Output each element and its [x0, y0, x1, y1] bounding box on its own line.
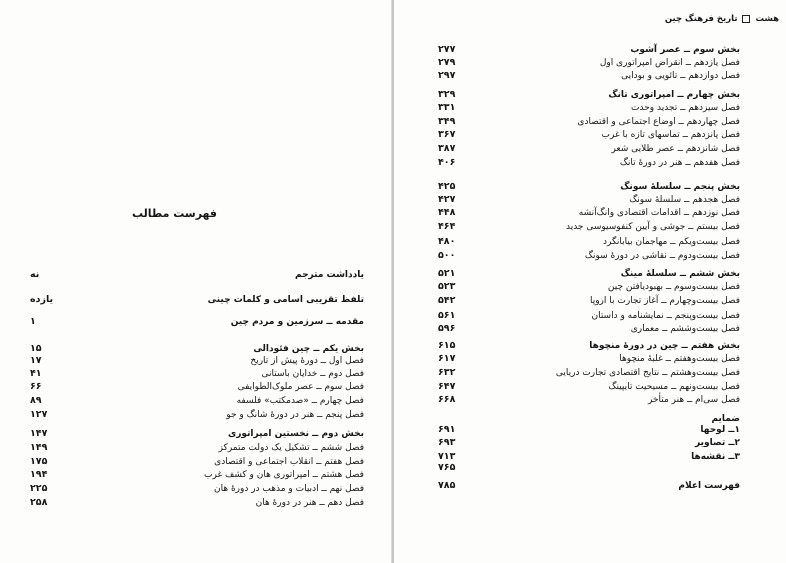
left-toc-row: [0, 395, 392, 407]
right-toc-row: [394, 394, 786, 406]
right-toc-entry-label: بخش چهارم ــ امپراتوری تانگ: [608, 90, 740, 100]
right-toc-page-number: ۳۸۷: [438, 143, 456, 154]
left-toc-page-number: نه: [30, 269, 40, 280]
right-toc-row: [394, 310, 786, 322]
right-toc-page-number: ۶۶۸: [438, 394, 456, 405]
header-page-label: هشت: [755, 14, 779, 24]
left-page: [0, 0, 392, 563]
right-toc-entry-label: فصل بیست‌وچهارم ــ آغاز تجارت با اروپا: [589, 296, 740, 306]
right-toc-entry-label: فصل بیست‌وششم ــ معماری: [630, 324, 740, 334]
right-toc-entry-label: فصل نوزدهم ــ اقدامات اقتصادی وانگ‌آنشه: [578, 208, 740, 218]
left-toc-page-number: ۱۹۴: [30, 469, 48, 480]
right-toc-entry-label: فصل بیست‌وهشتم ــ نتایج اقتصادی تجارت دریایی: [555, 368, 740, 378]
right-toc-entry-label: فصل شانزدهم ــ عصر طلایی شعر: [611, 144, 740, 154]
left-toc-page-number: ۱۴۹: [30, 442, 48, 453]
right-toc-page-number: ۷۸۵: [438, 480, 456, 491]
right-toc-row: [394, 102, 786, 114]
right-toc-row: [394, 295, 786, 307]
right-toc-entry-label: فصل سیزدهم ــ تجدید وحدت: [631, 103, 740, 113]
left-toc-page-number: ۱۴۷: [30, 428, 48, 439]
right-toc-page-number: ۳۴۹: [438, 116, 456, 127]
right-toc-entry-label: فصل بیست‌ودوم ــ نقاشی در دورهٔ سونگ: [584, 251, 740, 261]
right-toc-row: [394, 116, 786, 128]
right-toc-row: [394, 268, 786, 280]
left-toc-page-number: ۲۵۸: [30, 497, 48, 508]
right-toc-entry-label: فصل بیستم ــ جوشی و آیین کنفوسیوسی جدید: [565, 222, 740, 232]
right-toc-row: [394, 353, 786, 365]
left-toc-entry-label: فصل ششم ــ تشکیل یک دولت متمرکز: [218, 443, 364, 453]
right-toc-row: [394, 194, 786, 206]
right-toc-entry-label: فصل پانزدهم ــ تماسهای تازه با غرب: [601, 130, 740, 140]
right-toc-entry-label: ۳ــ نقشه‌ها: [691, 452, 740, 462]
left-toc-entry-label: بخش دوم ــ نخستین امپراتوری: [227, 429, 364, 439]
right-toc-entry-label: ۲ــ تصاویر: [695, 438, 740, 448]
right-toc-page-number: ۲۷۹: [438, 57, 456, 68]
right-toc-page-number: ۵۹۶: [438, 323, 456, 334]
right-toc-row: [394, 181, 786, 193]
right-toc-entry-label: بخش ششم ــ سلسلهٔ مینگ: [620, 269, 740, 279]
right-toc-entry-label: فصل دوازدهم ــ تائویی و بودایی: [621, 71, 740, 81]
left-toc-row: [0, 269, 392, 281]
right-toc-page-number: ۳۳۱: [438, 102, 456, 113]
right-toc-entry-label: فصل سی‌ام ــ هنر متأخر: [648, 395, 740, 405]
right-toc-page-number: ۶۴۷: [438, 381, 456, 392]
right-toc-entry-label: بخش پنجم ــ سلسلهٔ سونگ: [620, 182, 740, 192]
left-toc-entry-label: تلفظ تقریبی اسامی و کلمات چینی: [207, 295, 364, 305]
right-toc-row: [394, 480, 786, 492]
right-toc-row: [394, 250, 786, 262]
left-toc-entry-label: بخش یکم ــ چین فئودالی: [253, 344, 364, 354]
running-header: [665, 14, 779, 24]
right-toc-page-number: ۷۶۵: [438, 462, 456, 473]
left-toc-entry-label: یادداشت مترجم: [295, 270, 364, 280]
left-toc-page-number: ۱۷۵: [30, 456, 48, 467]
left-toc-page-number: ۴۱: [30, 368, 42, 379]
left-toc-row: [0, 442, 392, 454]
right-toc-entry-label: فصل بیست‌ونهم ــ مسیحیت تایپینگ: [608, 382, 740, 392]
right-toc-entry-label: فهرست اعلام: [678, 481, 740, 491]
header-book-title: تاریخ فرهنگ چین: [664, 14, 738, 24]
right-toc-entry-label: ضمایم: [711, 414, 740, 424]
left-toc-row: [0, 428, 392, 440]
left-toc-entry-label: فصل دوم ــ خدایان باستانی: [261, 369, 364, 379]
left-toc-page-number: ۱۵: [30, 343, 42, 354]
right-toc-row: [394, 323, 786, 335]
left-toc-page-number: ۱۷: [30, 355, 42, 366]
left-toc-entry-label: مقدمه ــ سرزمین و مردم چین: [230, 317, 364, 327]
left-toc-row: [0, 355, 392, 367]
left-toc-entry-label: فصل سوم ــ عصر ملوک‌الطوایفی: [237, 382, 364, 392]
left-toc-entry-label: فصل اول ــ دورهٔ پیش از تاریخ: [250, 356, 364, 366]
right-toc-row: [394, 143, 786, 155]
left-toc-page-number: ۱: [30, 316, 36, 327]
right-toc-row: [394, 44, 786, 56]
right-toc-row: [394, 424, 786, 436]
right-toc-page-number: ۶۳۲: [438, 367, 456, 378]
left-toc-row: [0, 381, 392, 393]
right-toc-page-number: ۶۱۵: [438, 340, 456, 351]
right-toc-entry-label: فصل بیست‌وپنجم ــ نمایشنامه و داستان: [591, 311, 740, 321]
right-toc-page-number: ۳۲۹: [438, 89, 456, 100]
right-toc-row: [394, 207, 786, 219]
left-toc-entry-label: فصل دهم ــ هنر در دورهٔ هان: [255, 498, 364, 508]
left-toc-row: [0, 368, 392, 380]
right-toc-page-number: ۵۰۰: [438, 250, 456, 261]
right-toc-page-number: ۵۲۳: [438, 281, 456, 292]
left-toc-entry-label: فصل نهم ــ ادبیات و مذهب در دورهٔ هان: [213, 484, 364, 494]
right-page: [394, 0, 786, 563]
right-toc-entry-label: بخش سوم ــ عصر آشوب: [630, 45, 740, 55]
right-toc-page-number: ۶۱۷: [438, 353, 456, 364]
right-toc-page-number: ۴۰۶: [438, 157, 456, 168]
left-toc-entry-label: فصل هفتم ــ انقلاب اجتماعی و اقتصادی: [214, 457, 364, 467]
left-toc-row: [0, 316, 392, 328]
right-toc-entry-label: فصل هجدهم ــ سلسلهٔ سونگ: [629, 195, 740, 205]
right-toc-page-number: ۲۷۷: [438, 44, 456, 55]
right-toc-row: [394, 157, 786, 169]
right-toc-page-number: ۵۲۱: [438, 268, 456, 279]
right-toc-row: [394, 236, 786, 248]
left-toc-page-number: یازده: [30, 294, 54, 305]
header-separator-box: [742, 15, 750, 23]
left-toc-row: [0, 409, 392, 421]
right-toc-entry-label: فصل یازدهم ــ انقراض امپراتوری اول: [599, 58, 740, 68]
right-toc-page-number: ۴۲۵: [438, 181, 456, 192]
right-toc-page-number: ۳۶۷: [438, 129, 456, 140]
left-toc-row: [0, 294, 392, 306]
left-toc-entry-label: فصل هشتم ــ امپراتوری هان و کشف غرب: [204, 470, 364, 480]
right-toc-page-number: ۷۱۳: [438, 451, 456, 462]
left-toc-row: [0, 343, 392, 355]
right-toc-page-number: ۶۹۳: [438, 437, 456, 448]
left-toc-page-number: ۸۹: [30, 395, 42, 406]
right-toc-row: [394, 437, 786, 449]
right-toc-row: [394, 281, 786, 293]
right-toc-page-number: ۲۹۷: [438, 70, 456, 81]
right-toc-row: [394, 70, 786, 82]
right-toc-entry-label: فصل بیست‌وهفتم ــ غلبهٔ منچوها: [619, 354, 740, 364]
right-toc-row: [394, 367, 786, 379]
left-toc-row: [0, 456, 392, 468]
right-toc-row: [394, 340, 786, 352]
left-toc-row: [0, 497, 392, 509]
right-toc-row: [394, 89, 786, 101]
contents-title: فهرست مطالب: [131, 207, 217, 220]
right-toc-row: [394, 462, 786, 474]
left-toc-entry-label: فصل پنجم ــ هنر در دورهٔ شانگ و جو: [226, 410, 364, 420]
left-toc-entry-label: فصل چهارم ــ «صدمکتب» فلسفه: [236, 396, 364, 406]
left-toc-row: [0, 469, 392, 481]
right-toc-page-number: ۵۶۱: [438, 310, 456, 321]
right-toc-row: [394, 129, 786, 141]
right-toc-page-number: ۶۹۱: [438, 424, 456, 435]
right-toc-row: [394, 381, 786, 393]
right-toc-entry-label: فصل هفدهم ــ هنر در دورهٔ تانگ: [619, 158, 740, 168]
right-toc-row: [394, 57, 786, 69]
left-toc-page-number: ۱۲۷: [30, 409, 48, 420]
right-toc-page-number: ۴۸۰: [438, 236, 456, 247]
right-toc-entry-label: فصل چهاردهم ــ اوضاع اجتماعی و اقتصادی: [577, 117, 740, 127]
right-toc-page-number: ۴۲۷: [438, 194, 456, 205]
right-toc-page-number: ۴۴۸: [438, 207, 456, 218]
right-toc-entry-label: فصل بیست‌ویکم ــ مهاجمان بیابانگرد: [602, 237, 740, 247]
right-toc-entry-label: ۱ــ لوحها: [700, 425, 740, 435]
right-toc-row: [394, 221, 786, 233]
right-toc-page-number: ۴۶۴: [438, 221, 456, 232]
left-toc-page-number: ۲۲۵: [30, 483, 48, 494]
left-toc-row: [0, 483, 392, 495]
right-toc-entry-label: فصل بیست‌وسوم ــ بهبودیافتن چین: [607, 282, 740, 292]
right-toc-entry-label: بخش هفتم ــ چین در دورهٔ منچوها: [589, 341, 740, 351]
right-toc-page-number: ۵۴۲: [438, 295, 456, 306]
left-toc-page-number: ۶۶: [30, 381, 42, 392]
